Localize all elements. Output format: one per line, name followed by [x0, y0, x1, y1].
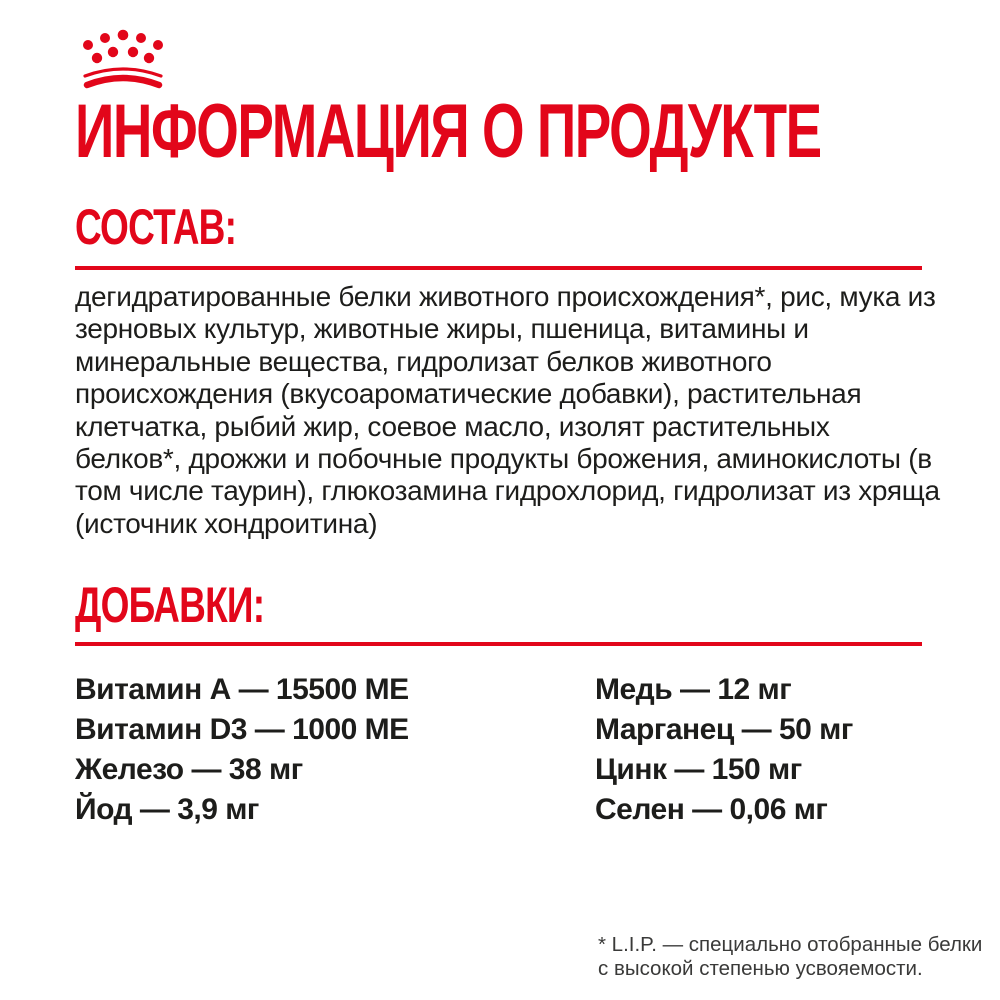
page-title: ИНФОРМАЦИЯ О ПРОДУКТЕ [75, 89, 821, 174]
additive-item: Йод — 3,9 мг [75, 793, 259, 826]
additive-item: Железо — 38 мг [75, 753, 303, 786]
additive-item: Цинк — 150 мг [595, 753, 802, 786]
footnote-line-1: * L.I.P. — специально отобранные белки [598, 933, 983, 956]
additives-right-column [595, 670, 935, 830]
composition-text: дегидратированные белки животного происхождения*, рис, мука из зерновых культур, животные жиры, пшеница, витамины и минеральные вещества, гидролизат белков животного происхождения (вкусоароматические добавки), растительная клетчатка, рыбий жир, соевое масло, изолят растительных белков*, дрожжи и побочные продукты брожения, аминокислоты (в том числе таурин), глюкозамина гидрохлорид, гидролизат из хряща (источник хондроитина) [75, 281, 940, 539]
footnote-line-2: с высокой степенью усвояемости. [598, 956, 923, 980]
footnote [598, 933, 982, 980]
composition-divider [75, 266, 922, 270]
royal-canin-crown-logo [75, 28, 171, 92]
additives-divider [75, 642, 922, 646]
additives-columns [75, 670, 935, 830]
additives-heading: ДОБАВКИ: [75, 577, 265, 633]
additive-item: Селен — 0,06 мг [595, 793, 828, 826]
composition-heading: СОСТАВ: [75, 199, 237, 255]
additives-left-column [75, 670, 595, 830]
additive-item: Марганец — 50 мг [595, 713, 853, 746]
additive-item: Витамин D3 — 1000 МЕ [75, 713, 409, 746]
additive-item: Медь — 12 мг [595, 673, 792, 706]
additive-item: Витамин А — 15500 МЕ [75, 673, 409, 706]
